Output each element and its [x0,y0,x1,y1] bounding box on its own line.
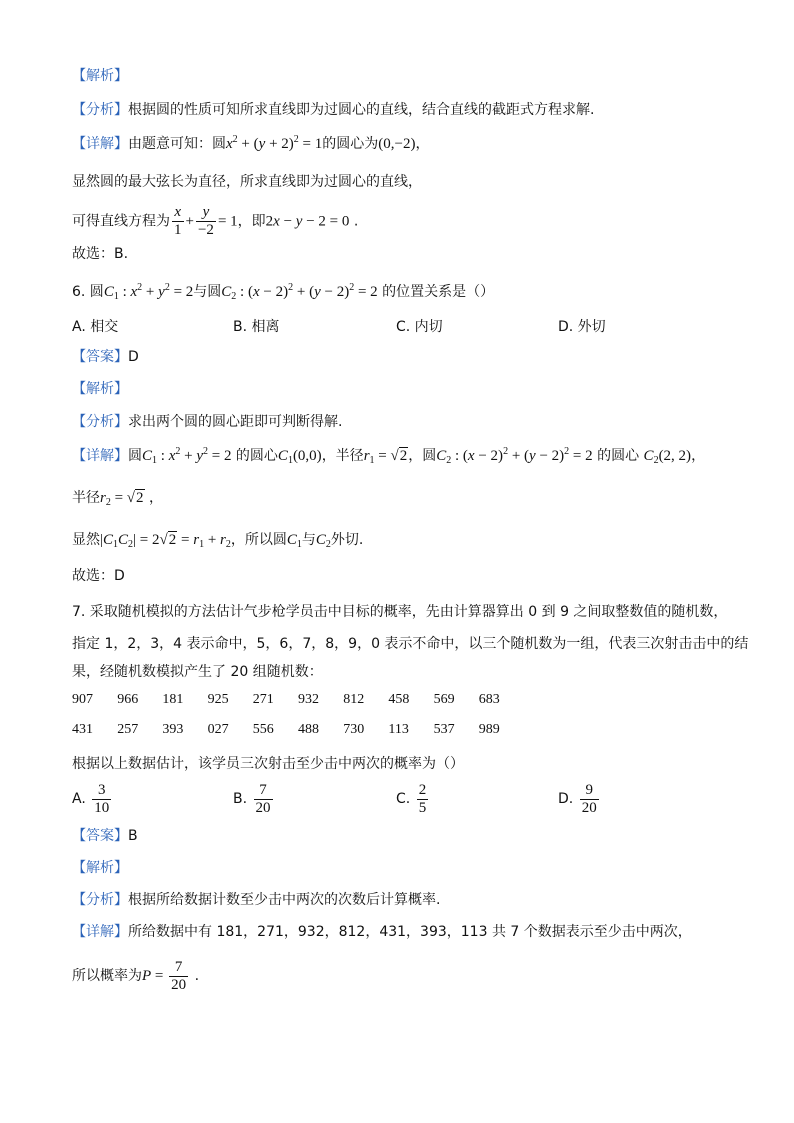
random-number: 431 [72,722,93,737]
q7-option-d-frac [580,782,599,817]
q6-analysis [72,379,128,399]
q7-final-frac [169,959,188,994]
q6-obvious-mid: ，所以圆 [230,532,287,548]
q5-line2-text: 显然圆的最大弦长为直径，所求直线即为过圆心的直线， [72,174,422,190]
q6-answer [72,347,139,367]
q5-line3-mid: ，即 [237,213,266,230]
random-number: 181 [162,692,184,707]
q7-question-text: 根据以上数据估计，该学员三次射击至少击中两次的概率为（） [72,756,464,772]
q5-line2 [72,172,422,192]
q7-option-b [233,778,275,820]
frac-den: 10 [94,799,110,816]
q7-stem-line3 [72,662,323,682]
analysis-heading [72,66,128,86]
frac-x-over-1: $\frac{x}{1}$ [174,204,182,238]
detail-tag: 【详解】 [72,924,128,940]
q7-option-c [396,778,430,820]
frac-y-over-neg2: $\frac{y}{-2}$ [197,204,214,238]
frac-num: 7 [254,782,273,800]
q7-stem-l3: 果，经随机数模拟产生了 20 组随机数： [72,664,323,680]
analysis-tag: 【解析】 [72,860,128,876]
frac-den: 20 [581,799,597,816]
detail-tag: 【详解】 [72,136,128,152]
q6-option-d [558,317,606,337]
q5-choice [72,244,128,264]
q6-answer-value: D [128,349,139,365]
q7-option-c-label: C. [396,791,411,807]
frac-den: 20 [255,799,271,816]
line-equation: 2x − y − 2 = 0 [265,213,350,230]
q6-stem-suffix: 的位置关系是（） [382,284,495,300]
q7-option-d-label: D. [558,791,574,807]
random-number: 932 [298,692,319,707]
detail-tag: 【详解】 [72,448,128,464]
q7-stem-line2 [72,634,748,654]
q7-stem-l2: 指定 1，2，3，4 表示命中，5，6，7，8，9，0 表示不命中，以三个随机数为一组，代表三次射击击中的结 [72,636,749,652]
q5-detail: 【详解】由题意可知：圆$x^2 + (y + 2)^2 = 1$的圆心为(0,−2)， [72,134,430,152]
frac-den: 20 [171,976,187,993]
q5-detail-mid: 的圆心为 [322,136,379,152]
q6-option-b-text: B. 相离 [233,319,280,335]
random-number: 989 [478,722,500,737]
answer-tag: 【答案】 [72,349,128,365]
q7-stem-l1: 7. 采取随机模拟的方法估计气步枪学员击中目标的概率，先由计算器算出 0 到 9 之间取整数值的随机数， [72,604,728,620]
random-number: 393 [162,722,184,737]
frac-num: 3 [92,782,111,800]
q7-question [72,754,464,774]
random-number: 966 [117,692,139,707]
q6-detail-p2: 的圆心 [235,448,278,464]
q6-fenxi [72,412,342,432]
random-number: 556 [252,722,274,737]
q6-obvious-suffix: 外切. [330,532,364,548]
q5-line3-prefix: 可得直线方程为 [72,213,170,230]
random-number: 027 [207,722,229,737]
q7-option-d [558,778,601,820]
q7-answer [72,826,138,846]
q7-option-a-frac [92,782,111,817]
random-number: 257 [117,722,139,737]
frac-den: 5 [418,799,427,816]
q7-option-a-label: A. [72,791,86,807]
random-number: 271 [252,692,274,707]
q7-fenxi [72,890,440,910]
circle-c1-eq: $C_1$ : $x^2 + y^2 = 2$ [103,282,194,302]
q6-obvious: 显然$|C_1C_2| = 2√2 = r_1 + r_2$，所以圆$C_1$与$C_2$外切. [72,532,364,550]
circle-c2-eq: $C_2$ : $(x - 2)^2 + (y - 2)^2 = 2$ [221,282,378,302]
q6-obvious-prefix: 显然 [72,532,100,548]
circle-center: (0,−2) [378,136,416,152]
random-number: 113 [388,722,409,737]
circle-equation: $x^2 + (y + 2)^2 = 1$ [226,134,323,152]
q6-option-a-text: A. 相交 [72,319,119,335]
q7-detail [72,922,692,942]
q6-choice [72,566,125,586]
random-number: 537 [433,722,455,737]
q6-detail-p5: 的圆心 [597,448,640,464]
random-number: 458 [388,692,410,707]
q5-fenxi [72,100,594,120]
frac-num: 7 [169,959,188,977]
q7-answer-value: B [128,828,138,844]
answer-tag: 【答案】 [72,828,128,844]
q6-option-b [233,317,280,337]
q7-fenxi-text: 根据所给数据计数至少击中两次的次数后计算概率. [128,892,441,908]
q5-choice-text: 故选：B. [72,246,129,262]
q6-choice-text: 故选：D [72,568,125,584]
q7-detail-text: 所给数据中有 181，271，932，812，431，393，113 共 7 个数据表示至少击中两次， [128,924,692,940]
q6-radius: 半径$r_2 = √2$ ， [72,490,163,508]
q7-final-prefix: 所以概率为 [72,968,142,984]
q7-final: 所以概率为P = $\frac{7}{20}$ . [72,958,200,993]
random-number: 569 [433,692,455,707]
q6-obvious-and: 与 [301,532,316,548]
q7-option-b-frac [254,782,273,817]
q7-option-a [72,778,113,820]
q6-stem-prefix: 6. 圆 [72,284,104,300]
q6-option-c-text: C. 内切 [396,319,443,335]
q6-option-d-text: D. 外切 [558,319,606,335]
fenxi-tag: 【分析】 [72,892,128,908]
frac-num: 2 [418,781,427,798]
fenxi-tag: 【分析】 [72,414,128,430]
q6-stem-mid: 与圆 [193,284,222,300]
random-number: 907 [72,692,93,707]
q6-fenxi-text: 求出两个圆的圆心距即可判断得解. [128,414,343,430]
q6-detail-p1: 圆 [128,448,142,464]
analysis-tag: 【解析】 [72,381,128,397]
q5-line3: 可得直线方程为 $\frac{x}{1}$ + $\frac{y}{-2}$ = 1，即2x − y − 2 = 0 . [72,204,359,238]
q6-radius-prefix: 半径 [72,490,100,506]
fenxi-tag: 【分析】 [72,102,128,118]
q6-stem [72,282,494,302]
q6-detail-p4: ，圆 [408,448,437,464]
q5-fenxi-text: 根据圆的性质可知所求直线即为过圆心的直线，结合直线的截距式方程求解. [128,102,595,118]
frac-num: 9 [580,782,599,800]
q6-detail-p3: ，半径 [321,448,364,464]
random-number: 925 [207,692,229,707]
random-number: 683 [478,692,500,707]
q7-analysis [72,858,128,878]
random-number: 812 [343,692,365,707]
q7-option-b-label: B. [233,791,248,807]
q6-option-c [396,317,443,337]
q6-option-a [72,317,118,337]
analysis-tag: 【解析】 [72,68,128,84]
q6-detail: 【详解】圆$C_1$ : $x^2 + y^2 = 2$ 的圆心$C_1(0,0)$，半径$r_1 = √2$，圆$C_2$ : $(x - 2)^2 + (y - 2)^2 = 2$ 的圆心 $C_2(2$, 2)， [72,446,706,466]
q7-option-c-frac [417,782,429,817]
q7-stem-line1 [72,602,727,622]
q5-detail-prefix: 由题意可知：圆 [128,136,226,152]
random-number: 488 [298,722,319,737]
random-number: 730 [343,722,365,737]
